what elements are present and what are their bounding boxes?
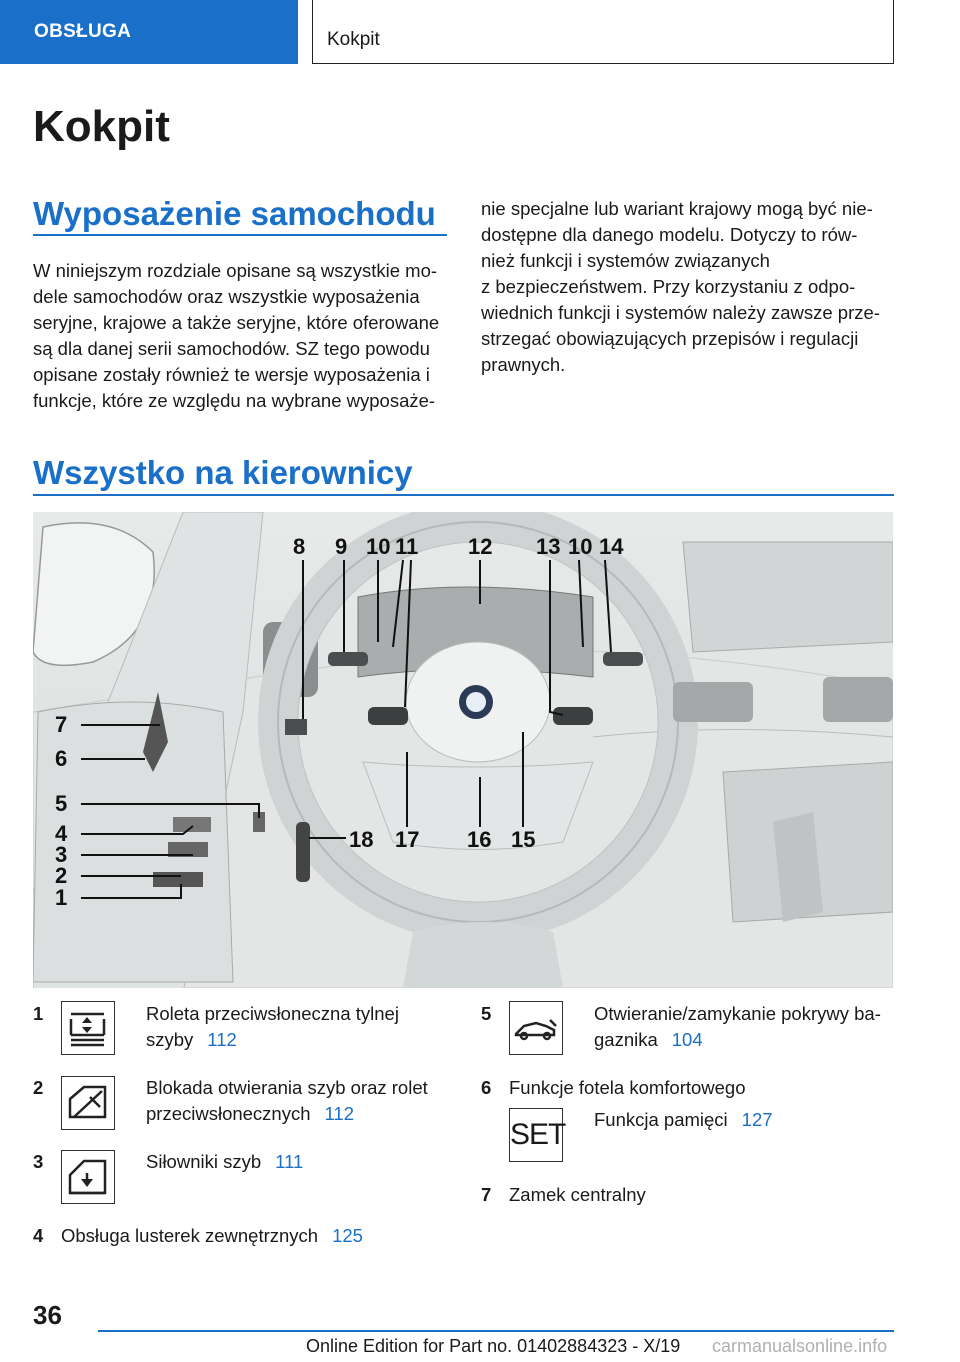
page-ref-link[interactable]: 112 [324, 1103, 355, 1124]
paragraph-line: W niniejszym rozdziale opisane są wszystkie mo- [33, 260, 438, 281]
legend-num-1: 1 [33, 1003, 44, 1024]
paragraph-line: strzegać obowiązujących przepisów i regulacji [481, 328, 859, 349]
legend-text-1: Roleta przeciwsłoneczna tylnej szyby 112 [146, 1003, 399, 1050]
paragraph-line: dostępne dla danego modelu. Dotyczy to rów- [481, 224, 858, 245]
legend-text-3: Siłowniki szyb 111 [146, 1151, 304, 1172]
page-ref-link[interactable]: 104 [671, 1029, 703, 1050]
callout-8: 8 [293, 534, 306, 559]
section-tab: OBSŁUGA [0, 0, 298, 64]
rear-sunblind-icon [61, 1001, 115, 1055]
callout-6: 6 [55, 746, 68, 771]
callout-15: 15 [511, 827, 536, 852]
callout-11: 11 [395, 534, 419, 559]
power-window-icon [61, 1150, 115, 1204]
page-title: Kokpit [33, 102, 170, 151]
legend-text-memory: Funkcja pamięci 127 [594, 1109, 773, 1130]
intro-paragraph-left [33, 258, 453, 414]
paragraph-line: wiednich funkcji i systemów należy zawsze prze- [481, 302, 880, 323]
legend-text-6: Funkcje fotela komfortowego [509, 1077, 746, 1098]
legend-num-5: 5 [481, 1003, 492, 1024]
legend-text-5: Otwieranie/zamykanie pokrywy ba- gaznika 104 [594, 1003, 881, 1050]
chapter-header: Kokpit [312, 0, 894, 64]
legend-num-4: 4 [33, 1225, 44, 1246]
callout-1: 1 [55, 885, 68, 910]
callout-14: 14 [599, 534, 624, 559]
callout-17: 17 [395, 827, 420, 852]
page-ref-link[interactable]: 125 [332, 1225, 363, 1246]
set-memory-icon: SET [509, 1108, 563, 1162]
legend-text-7: Zamek centralny [509, 1184, 646, 1205]
cockpit-drawing [33, 512, 893, 988]
callout-4: 4 [55, 821, 68, 846]
section-heading-steering: Wszystko na kierownicy [33, 454, 413, 491]
section-rule [33, 494, 894, 496]
footer-rule [98, 1330, 894, 1332]
section-rule [33, 234, 447, 236]
page-number: 36 [33, 1300, 62, 1330]
section-heading-equipment: Wyposażenie samochodu [33, 195, 436, 232]
legend-num-2: 2 [33, 1077, 44, 1098]
callout-10b: 10 [568, 534, 593, 559]
window-lock-icon [61, 1076, 115, 1130]
page-ref-link[interactable]: 111 [275, 1151, 304, 1172]
callout-13: 13 [536, 534, 561, 559]
paragraph-line: dele samochodów oraz wszystkie wyposażenia [33, 286, 420, 307]
intro-paragraph-right [481, 196, 901, 378]
footer-watermark: carmanualsonline.info [712, 1336, 888, 1356]
paragraph-line: nież funkcji i systemów związanych [481, 250, 770, 271]
paragraph-line: są dla danej serii samochodów. SZ tego powodu [33, 338, 430, 359]
callout-18: 18 [349, 827, 374, 852]
paragraph-line: prawnych. [481, 354, 566, 375]
trunk-lid-icon [509, 1001, 563, 1055]
legend-text-2: Blokada otwierania szyb oraz rolet przeciwsłonecznych 112 [146, 1077, 428, 1124]
cockpit-illustration [33, 512, 893, 988]
paragraph-line: seryjne, krajowe a także seryjne, które oferowane [33, 312, 440, 333]
footer-edition: Online Edition for Part no. 01402884323 - X/19 [306, 1336, 681, 1356]
paragraph-line: funkcje, które ze względu na wybrane wyposaże- [33, 390, 436, 411]
callout-10: 10 [366, 534, 391, 559]
paragraph-line: z bezpieczeństwem. Przy korzystaniu z odpo- [481, 276, 856, 297]
callout-2: 2 [55, 863, 68, 888]
callout-16: 16 [467, 827, 492, 852]
paragraph-line: opisane zostały również te wersje wyposażenia i [33, 364, 430, 385]
legend-num-6: 6 [481, 1077, 492, 1098]
callout-3: 3 [55, 842, 68, 867]
legend-num-3: 3 [33, 1151, 44, 1172]
page-ref-link[interactable]: 112 [207, 1029, 237, 1050]
callout-9: 9 [335, 534, 348, 559]
legend-text-4: Obsługa lusterek zewnętrznych 125 [61, 1225, 363, 1246]
callout-5: 5 [55, 791, 68, 816]
paragraph-line: nie specjalne lub wariant krajowy mogą być nie- [481, 198, 873, 219]
callout-12: 12 [468, 534, 493, 559]
callout-7: 7 [55, 712, 68, 737]
legend-num-7: 7 [481, 1184, 492, 1205]
page-ref-link[interactable]: 127 [741, 1109, 773, 1130]
